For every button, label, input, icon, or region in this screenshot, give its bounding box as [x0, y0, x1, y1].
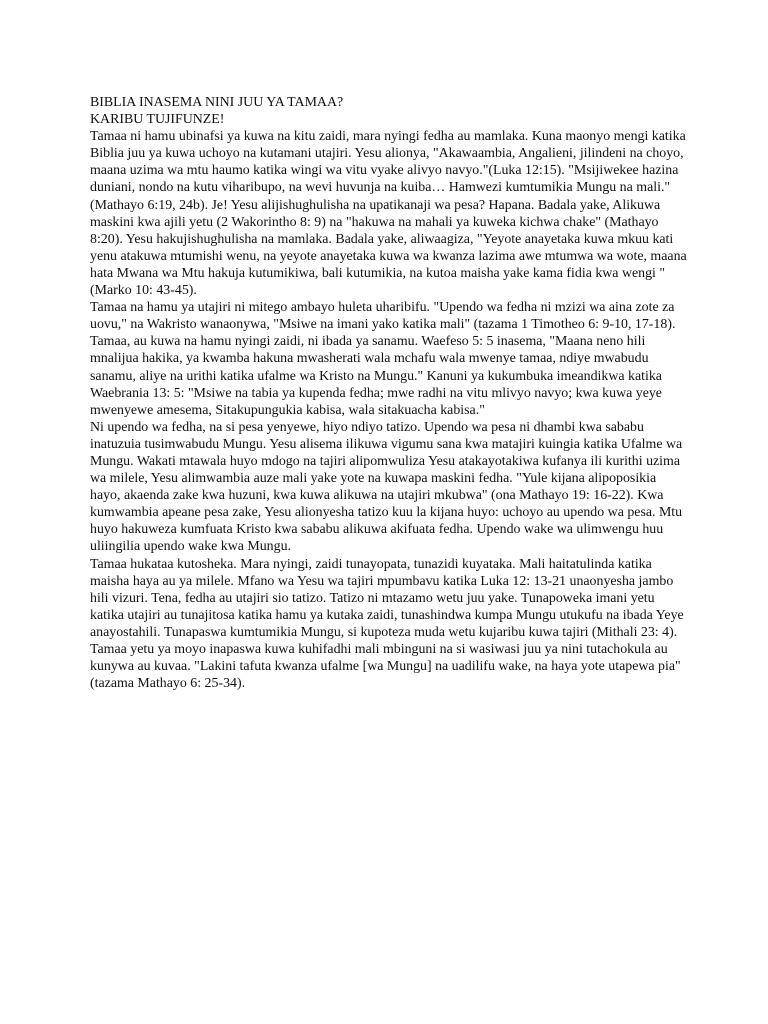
- paragraph-4: Tamaa hukataa kutosheka. Mara nyingi, zaidi tunayopata, tunazidi kuyataka. Mali haitatulinda katika maisha haya au ya milele. Mfano wa Yesu wa tajiri mpumbavu katika Luka 12: 13-21 unaonyesha jambo hili vizuri. Tena, fedha au utajiri sio tatizo. Tatizo ni mtazamo wetu juu yake. Tunapoweka imani yetu katika utajiri au tunajitosa katika hamu ya kutaka zaidi, tunashindwa kumpa Mungu utukufu na ibada Yeye anayostahili. Tunapaswa kumtumikia Mungu, si kupoteza muda wetu kujaribu kuwa tajiri (Mithali 23: 4). Tamaa yetu ya moyo inapaswa kuwa kuhifadhi mali mbinguni na si wasiwasi juu ya nini tutachokula au kunywa au kuvaa. "Lakini tafuta kwanza ufalme [wa Mungu] na uadilifu wake, na haya yote utapewa pia" (tazama Mathayo 6: 25-34).: [90, 556, 684, 692]
- paragraph-3: Ni upendo wa fedha, na si pesa yenyewe, hiyo ndiyo tatizo. Upendo wa pesa ni dhambi kwa sababu inatuzuia tusimwabudu Mungu. Yesu alisema ilikuwa vigumu sana kwa matajiri kuingia katika Ufalme wa Mungu. Wakati mtawala huyo mdogo na tajiri alipomwuliza Yesu atakayotakiwa kufanya ili kurithi uzima wa milele, Yesu alimwambia auze mali yake yote na kuwapa maskini fedha. "Yule kijana alipoposikia hayo, akaenda zake kwa huzuni, kwa kuwa alikuwa na utajiri mkubwa" (ona Mathayo 19: 16-22). Kwa kumwambia apeane pesa zake, Yesu alionyesha tatizo kuu la kijana huyo: uchoyo au upendo wa pesa. Mtu huyo hakuweza kumfuata Kristo kwa sababu alikuwa akifuata fedha. Upendo wake wa ulimwengu huu uliingilia upendo wake kwa Mungu.: [90, 419, 683, 555]
- document-page: [90, 94, 690, 692]
- paragraph-2: Tamaa na hamu ya utajiri ni mitego ambayo huleta uharibifu. "Upendo wa fedha ni mzizi wa aina zote za uovu," na Wakristo wanaonywa, "Msiwe na imani yako katika mali" (tazama 1 Timotheo 6: 9-10, 17-18). Tamaa, au kuwa na hamu nyingi zaidi, ni ibada ya sanamu. Waefeso 5: 5 inasema, "Maana neno hili mnalijua hakika, ya kwamba hakuna mwasherati wala mchafu wala mwenye tamaa, ndiye mwabudu sanamu, aliye na urithi katika ufalme wa Kristo na Mungu." Kanuni ya kukumbuka imeandikwa katika Waebrania 13: 5: "Msiwe na tabia ya kupenda fedha; mwe radhi na vitu mlivyo navyo; kwa kuwa yeye mwenyewe amesema, Sitakupungukia kabisa, wala sitakuacha kabisa.": [90, 300, 676, 418]
- document-subtitle: KARIBU TUJIFUNZE!: [90, 112, 225, 128]
- document-title: BIBLIA INASEMA NINI JUU YA TAMAA?: [90, 95, 344, 110]
- paragraph-1: Tamaa ni hamu ubinafsi ya kuwa na kitu zaidi, mara nyingi fedha au mamlaka. Kuna maonyo mengi katika Biblia juu ya kuwa uchoyo na kutamani utajiri. Yesu alionya, "Akawaambia, Angalieni, jilindeni na choyo, maana uzima wa mtu haumo katika wingi wa vitu vyake alivyo navyo."(Luka 12:15). "Msijiwekee hazina duniani, nondo na kutu viharibupo, na wevi huvunja na kuiba… Hamwezi kumtumikia Mungu na mali." (Mathayo 6:19, 24b). Je! Yesu alijishughulisha na upatikanaji wa pesa? Hapana. Badala yake, Alikuwa maskini kwa ajili yetu (2 Wakorintho 8: 9) na "hakuwa na mahali ya kuweka kichwa chake" (Mathayo 8:20). Yesu hakujishughulisha na mamlaka. Badala yake, aliwaagiza, "Yeyote anayetaka kuwa mkuu kati yenu atakuwa mtumishi wenu, na yeyote anayetaka kuwa wa kwanza lazima awe mtumwa wa wote, maana hata Mwana wa Mtu hakuja kutumikiwa, bali kutumikia, na kutoa maisha yake kama fidia kwa wengi "(Marko 10: 43-45).: [90, 129, 687, 299]
